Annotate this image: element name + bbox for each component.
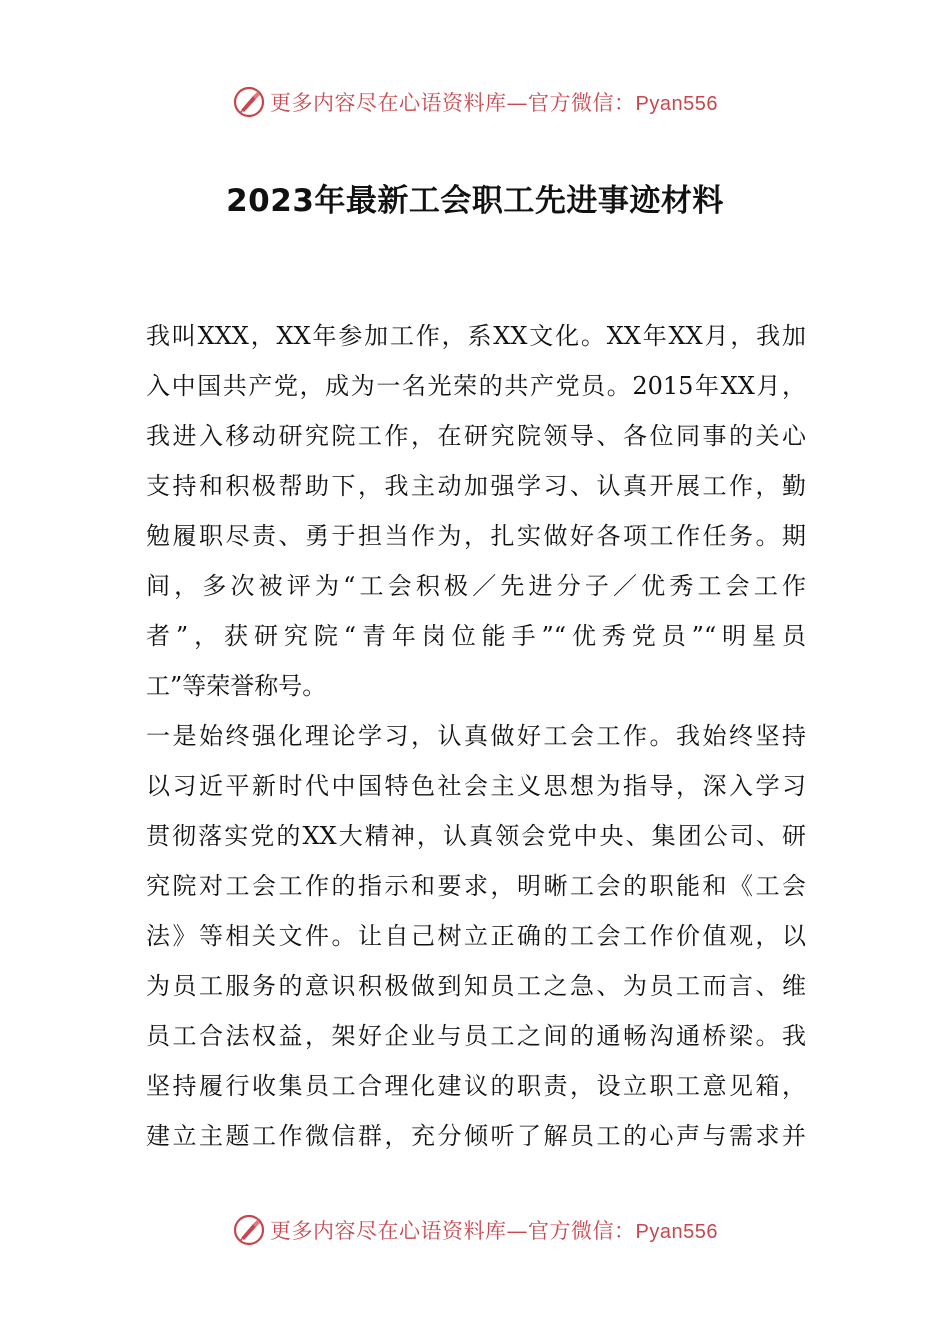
watermark-wechat-id: Pyan556 (635, 93, 718, 115)
pen-logo-icon (232, 1213, 266, 1247)
watermark-wechat-id: Pyan556 (635, 1221, 718, 1243)
text-line: 贯彻落实党的XX大精神，认真领会党中央、集团公司、研 (146, 822, 806, 850)
text-line: 以习近平新时代中国特色社会主义思想为指导，深入学习 (146, 772, 806, 800)
text-line: 入中国共产党，成为一名光荣的共产党员。2015年XX月， (146, 372, 806, 400)
pen-logo-icon (232, 85, 266, 119)
text-line: 一是始终强化理论学习，认真做好工会工作。我始终坚持 (146, 722, 806, 750)
text-line: 勉履职尽责、勇于担当作为，扎实做好各项工作任务。期 (146, 522, 806, 550)
text-line: 法》等相关文件。让自己树立正确的工会工作价值观，以 (146, 922, 806, 950)
text-line: 坚持履行收集员工合理化建议的职责，设立职工意见箱， (146, 1072, 806, 1100)
text-line: 究院对工会工作的指示和要求，明晰工会的职能和《工会 (146, 872, 806, 900)
text-line: 我进入移动研究院工作，在研究院领导、各位同事的关心 (146, 422, 806, 450)
text-line: 间，多次被评为“工会积极／先进分子／优秀工会工作 (146, 572, 806, 600)
document-body (146, 311, 806, 1161)
text-line: 工”等荣誉称号。 (146, 672, 327, 700)
footer-watermark (0, 1210, 950, 1250)
text-line: 为员工服务的意识积极做到知员工之急、为员工而言、维 (146, 972, 806, 1000)
watermark-text: 更多内容尽在心语资料库—官方微信：Pyan556 (270, 1219, 718, 1243)
watermark-text: 更多内容尽在心语资料库—官方微信：Pyan556 (270, 91, 718, 115)
text-line: 我叫XXX，XX年参加工作，系XX文化。XX年XX月，我加 (146, 322, 806, 350)
text-line: 建立主题工作微信群，充分倾听了解员工的心声与需求并 (146, 1122, 806, 1150)
text-line: 员工合法权益，架好企业与员工之间的通畅沟通桥梁。我 (146, 1022, 806, 1050)
text-line: 者”，获研究院“青年岗位能手”“优秀党员”“明星员 (146, 622, 806, 650)
text-line: 支持和积极帮助下，我主动加强学习、认真开展工作，勤 (146, 472, 806, 500)
header-watermark (0, 82, 950, 122)
document-title: 2023年最新工会职工先进事迹材料 (226, 183, 724, 219)
